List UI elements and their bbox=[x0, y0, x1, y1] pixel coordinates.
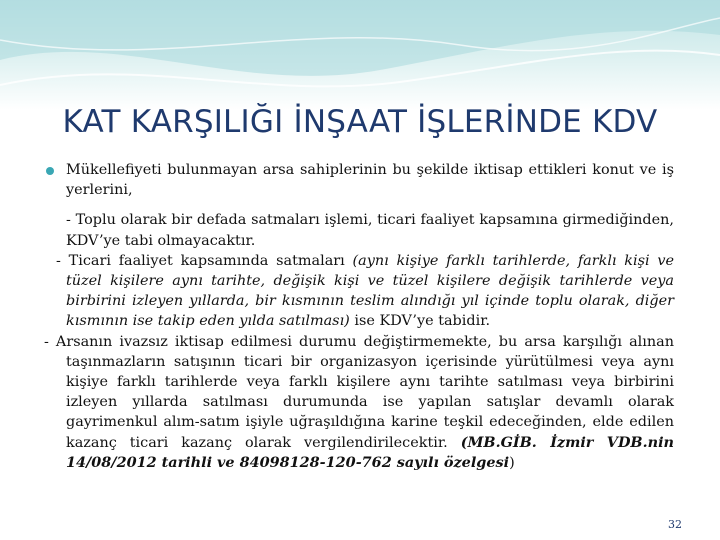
paragraph-commercial-sale-lead: - Ticari faaliyet kapsamında satmaları bbox=[56, 252, 353, 269]
paragraph-bulk-sale-text: - Toplu olarak bir defada satmaları işlemi, ticari faaliyet kapsamına girmediğinden, KDV’ye tabi olmayacaktır. bbox=[66, 212, 674, 249]
paragraph-bulk-sale bbox=[44, 210, 674, 250]
paragraph-commercial-sale-italic: (aynı kişiye farklı tarihlerde, farklı kişi ve tüzel kişilere aynı tarihte, değişik kişi ve tüzel kişilere değişik tarihlerde veya birbirini izleyen yıllarda, bir kısmının teslim alındığı yıl içinde toplu olarak, diğer kısmının ise takip eden yılda satılması) bbox=[66, 252, 674, 330]
decorative-wave-graphic bbox=[0, 0, 720, 110]
slide-title: KAT KARŞILIĞI İNŞAAT İŞLERİNDE KDV bbox=[62, 104, 658, 140]
paragraph-commercial-sale-tail: ise KDV’ye tabidir. bbox=[349, 313, 491, 330]
bullet-icon bbox=[46, 167, 54, 175]
page-number: 32 bbox=[668, 518, 682, 531]
paragraph-commercial-sale bbox=[44, 251, 674, 332]
bullet-text: Mükellefiyeti bulunmayan arsa sahiplerinin bu şekilde iktisap ettikleri konut ve iş yerlerini, bbox=[66, 162, 674, 199]
paragraph-free-acquisition-text: - Arsanın ivazsız iktisap edilmesi durumu değiştirmemekte, bu arsa karşılığı alınan taşınmazların satışının ticari bir organizasyon içerisinde yürütülmesi veya aynı kişiye farklı tarihlerde veya farklı kişilere aynı tarihte satılması veya birbirini izleyen yıllarda satılması durumunda ise yapılan satışlar devamlı olarak gayrimenkul alım-satım işiyle uğraşıldığına karine teşkil edeceğinden, elde edilen kazanç ticari kazanç olarak vergilendirilecektir. bbox=[44, 333, 674, 451]
ruling-citation: (MB.GİB. İzmir VDB.nin 14/08/2012 tarihli ve 84098128-120-762 sayılı özelgesi bbox=[66, 433, 675, 471]
bullet-item bbox=[44, 160, 674, 200]
slide-body bbox=[44, 160, 674, 473]
ruling-citation-closing: ) bbox=[509, 454, 515, 471]
paragraph-free-acquisition bbox=[44, 332, 674, 473]
